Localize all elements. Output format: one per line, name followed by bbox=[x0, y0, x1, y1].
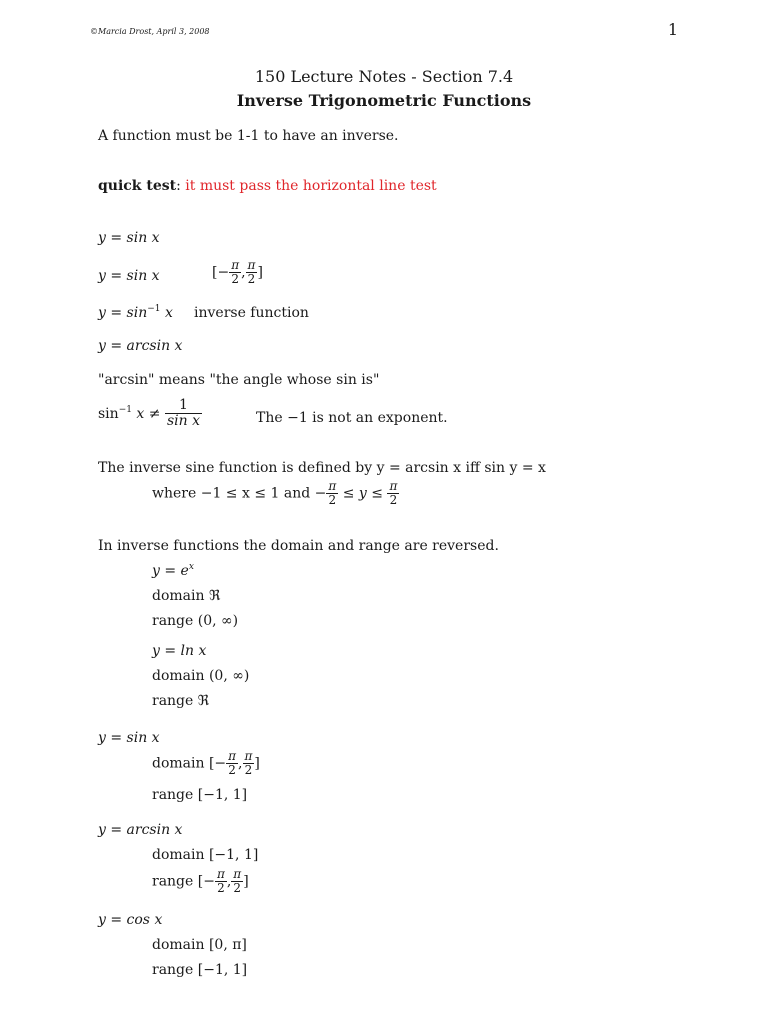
page-number: 1 bbox=[667, 20, 678, 39]
exponent-note: The −1 is not an exponent. bbox=[256, 410, 448, 426]
fraction-pi-over-2 bbox=[246, 259, 258, 286]
reciprocal-fraction bbox=[165, 398, 202, 430]
fraction-denominator: 2 bbox=[326, 493, 338, 507]
quick-test-label: quick test bbox=[98, 178, 177, 194]
fraction-denominator: 2 bbox=[243, 763, 255, 777]
exp-range: range (0, ∞) bbox=[152, 613, 239, 629]
fraction-denominator: 2 bbox=[215, 881, 227, 895]
fraction-denominator: 2 bbox=[226, 763, 238, 777]
equation-sin-restricted: y = sin x bbox=[98, 268, 160, 284]
sin-domain bbox=[152, 750, 260, 777]
condition-prefix: where −1 ≤ x ≤ 1 and − bbox=[152, 485, 327, 502]
quick-test-text: it must pass the horizontal line test bbox=[185, 178, 437, 194]
fraction-numerator: π bbox=[247, 258, 256, 272]
bracket-close: ] bbox=[243, 873, 249, 890]
fraction-pi-over-2 bbox=[231, 868, 243, 895]
fraction-denominator: 2 bbox=[231, 881, 243, 895]
fraction-pi-over-2 bbox=[387, 480, 399, 507]
fraction-numerator: π bbox=[328, 479, 337, 493]
fraction-numerator: π bbox=[244, 749, 253, 763]
fraction-pi-over-2 bbox=[229, 259, 241, 286]
quick-test-line bbox=[98, 178, 437, 194]
fraction-numerator: π bbox=[389, 479, 398, 493]
inverse-function-note: inverse function bbox=[194, 305, 309, 321]
sin-range: range [−1, 1] bbox=[152, 787, 248, 803]
definition-condition bbox=[152, 480, 399, 507]
inverse-variable: x bbox=[164, 305, 173, 321]
sin-prefix: sin bbox=[98, 405, 119, 422]
sin-domain-prefix: domain [− bbox=[152, 755, 227, 772]
exp-prefix: y = e bbox=[152, 563, 189, 579]
fraction-pi-over-2 bbox=[243, 750, 255, 777]
lecture-title: 150 Lecture Notes - Section 7.4 bbox=[254, 67, 514, 86]
not-equal-part: x ≠ bbox=[136, 405, 161, 422]
ln-function: y = ln x bbox=[152, 643, 207, 659]
section-title: Inverse Trigonometric Functions bbox=[236, 91, 532, 110]
bracket-close: ] bbox=[257, 264, 263, 281]
fraction-numerator: 1 bbox=[179, 397, 188, 413]
fraction-numerator: π bbox=[231, 258, 240, 272]
ln-range: range ℜ bbox=[152, 693, 210, 709]
interval-restriction bbox=[212, 259, 263, 286]
equation-inverse-sin bbox=[98, 305, 173, 321]
copyright-note: ©Marcia Drost, April 3, 2008 bbox=[90, 27, 210, 36]
cos-domain: domain [0, π] bbox=[152, 937, 247, 953]
sin-function: y = sin x bbox=[98, 730, 160, 746]
bracket-open: [− bbox=[212, 264, 230, 281]
exp-function bbox=[152, 563, 194, 579]
definition-line: The inverse sine function is defined by y = arcsin x iff sin y = x bbox=[98, 460, 546, 476]
fraction-numerator: π bbox=[228, 749, 237, 763]
fraction-pi-over-2 bbox=[326, 480, 338, 507]
inverse-superscript: −1 bbox=[147, 304, 161, 314]
arcsin-range-prefix: range [− bbox=[152, 873, 215, 890]
fraction-pi-over-2 bbox=[226, 750, 238, 777]
fraction-denominator: 2 bbox=[387, 493, 399, 507]
fraction-numerator: π bbox=[233, 867, 242, 881]
cos-function: y = cos x bbox=[98, 912, 163, 928]
cos-range: range [−1, 1] bbox=[152, 962, 248, 978]
bracket-close: ] bbox=[254, 755, 260, 772]
fraction-denominator: 2 bbox=[229, 272, 241, 286]
comma: , bbox=[241, 264, 246, 281]
arcsin-meaning: "arcsin" means "the angle whose sin is" bbox=[98, 372, 380, 388]
condition-middle: ≤ y ≤ bbox=[342, 485, 383, 502]
exp-domain: domain ℜ bbox=[152, 588, 221, 604]
inverse-superscript: −1 bbox=[118, 404, 132, 415]
equation-sin: y = sin x bbox=[98, 230, 160, 246]
comma: , bbox=[226, 873, 232, 890]
not-reciprocal-equation bbox=[98, 398, 202, 430]
fraction-denominator: 2 bbox=[246, 272, 258, 286]
intro-text: A function must be 1-1 to have an inverse. bbox=[98, 128, 399, 144]
fraction-numerator: π bbox=[216, 867, 225, 881]
ln-domain: domain (0, ∞) bbox=[152, 668, 250, 684]
arcsin-domain: domain [−1, 1] bbox=[152, 847, 259, 863]
exp-superscript: x bbox=[188, 562, 194, 572]
quick-test-colon: : bbox=[176, 178, 181, 194]
fraction-denominator: sin x bbox=[166, 413, 200, 430]
arcsin-function: y = arcsin x bbox=[98, 822, 183, 838]
arcsin-range bbox=[152, 868, 249, 895]
fraction-pi-over-2 bbox=[215, 868, 227, 895]
comma: , bbox=[238, 755, 243, 772]
equation-arcsin: y = arcsin x bbox=[98, 338, 183, 354]
inverse-sin-prefix: y = sin bbox=[98, 305, 148, 321]
domain-range-intro: In inverse functions the domain and range are reversed. bbox=[98, 538, 499, 554]
